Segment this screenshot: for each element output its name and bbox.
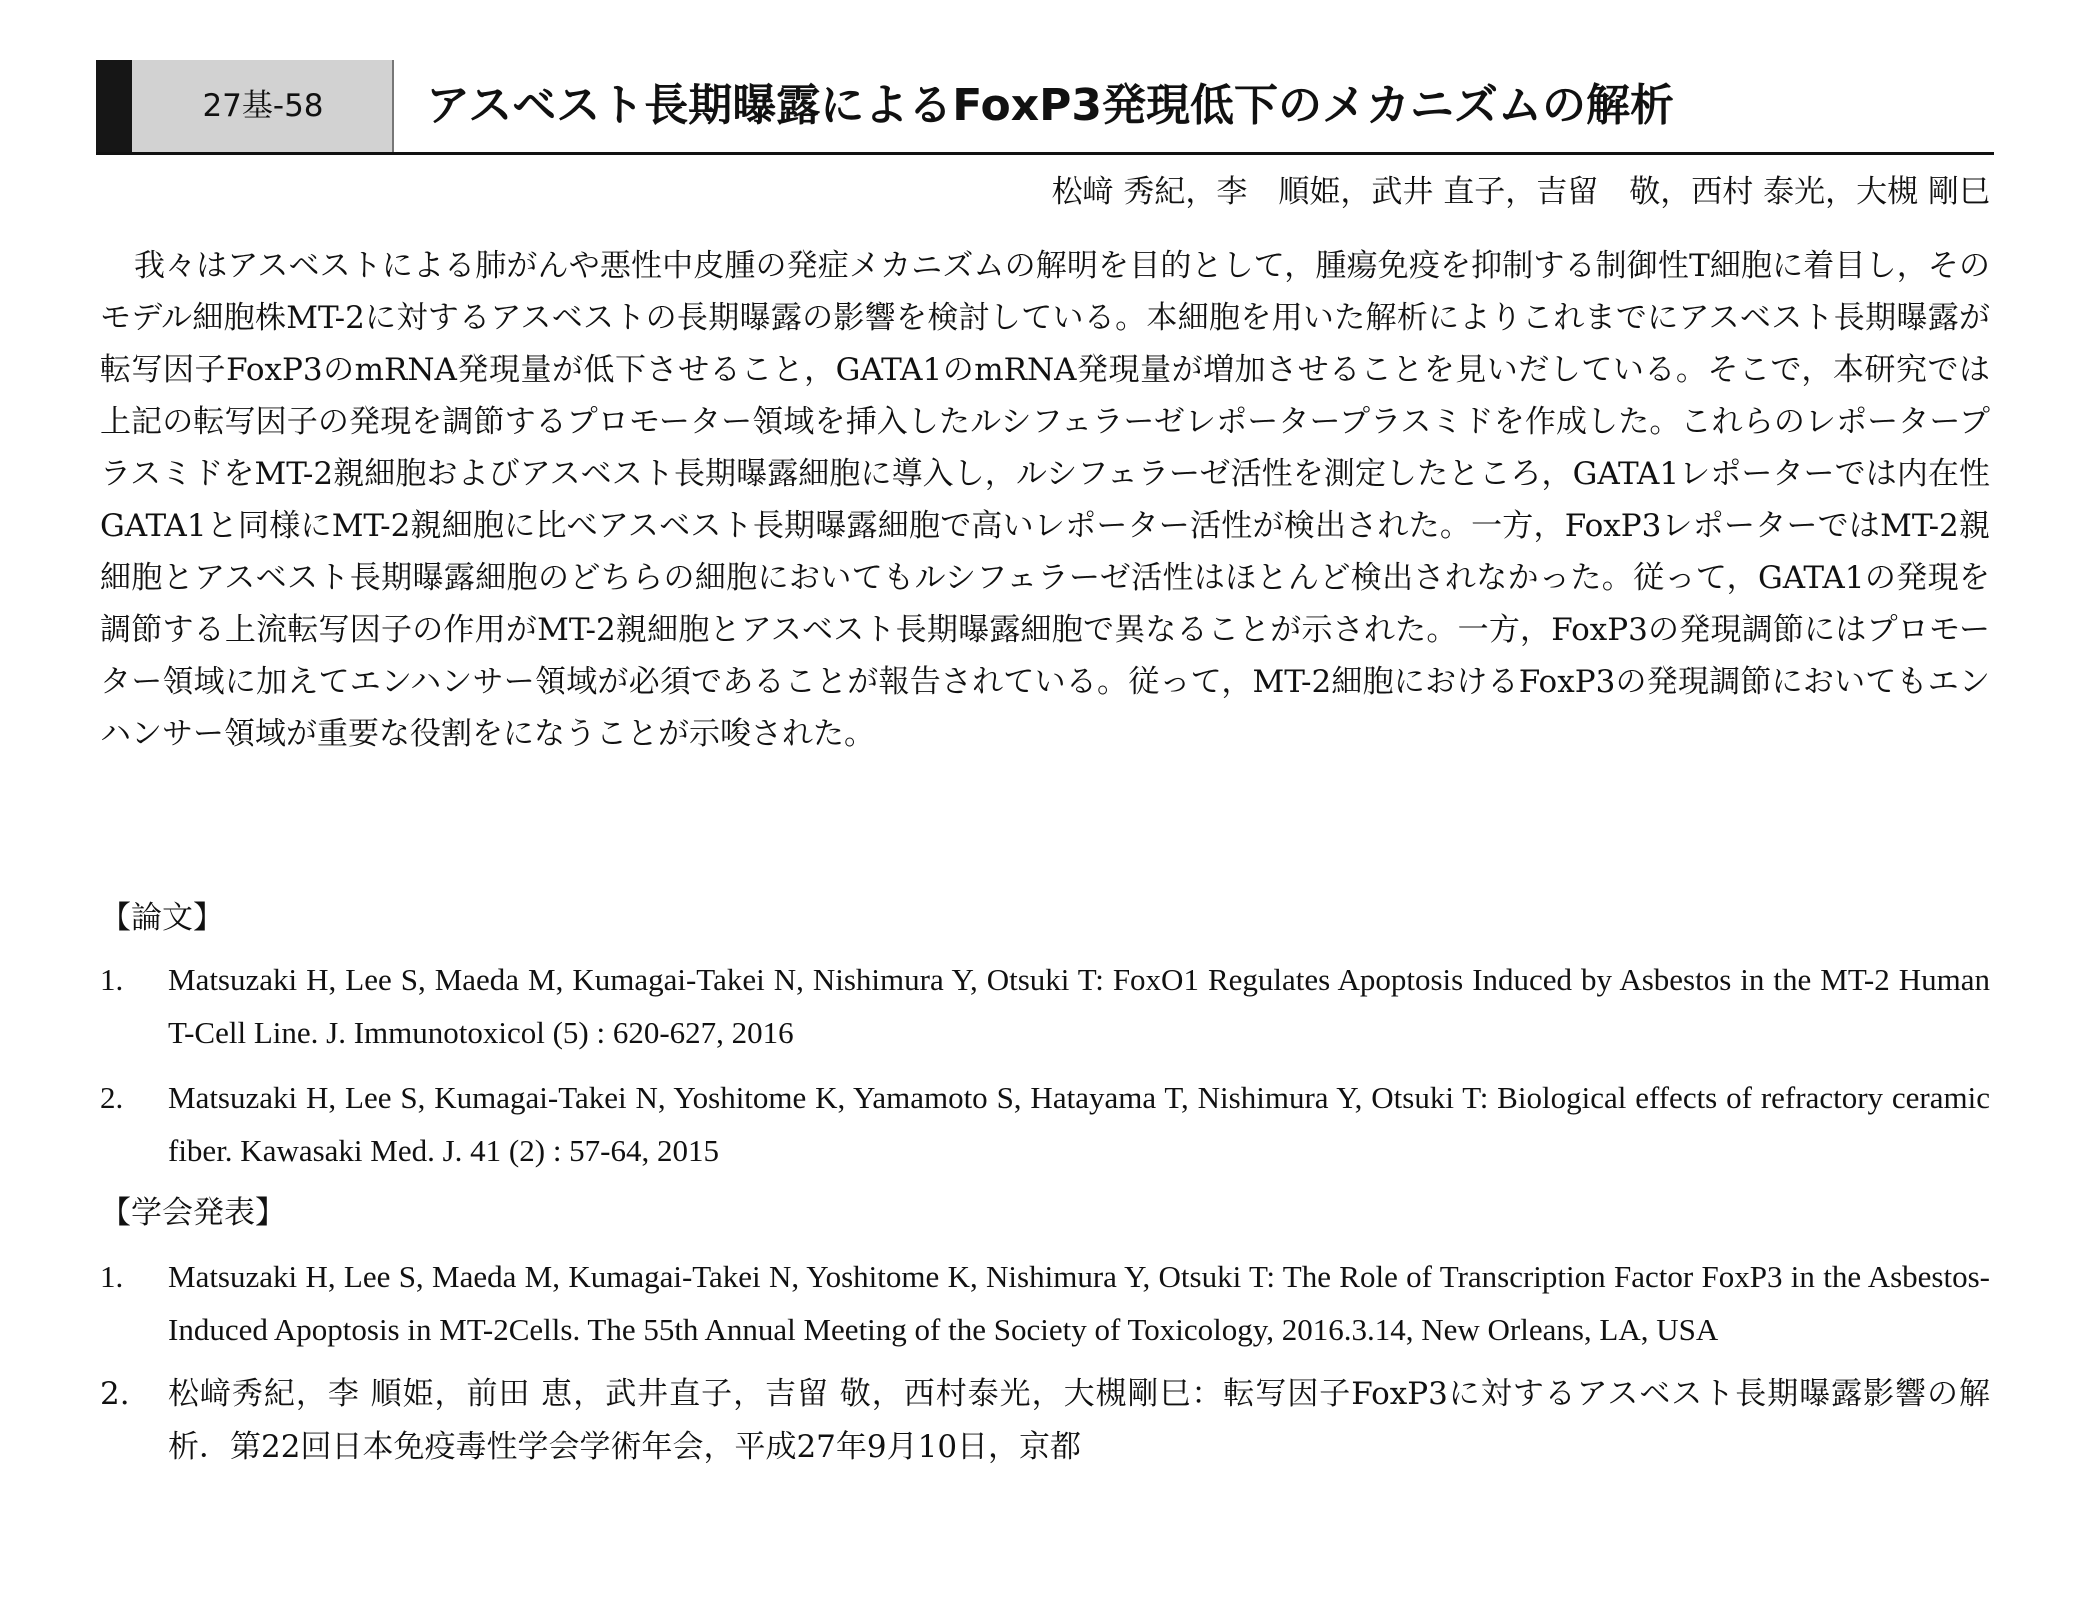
list-item-text: Matsuzaki H, Lee S, Maeda M, Kumagai-Takei N, Yoshitome K, Nishimura Y, Otsuki T: The Role of Transcription Factor FoxP3 in the Asbestos-Induced Apoptosis in MT-2Cells. The 55th Annual Meeting of the Society of Toxicology, 2016.3.14, New Orleans, LA, USA [168,1259,1990,1347]
abstract-body [100,240,1990,760]
section-number-label: 27基-58 [202,88,324,124]
list-item-text: Matsuzaki H, Lee S, Maeda M, Kumagai-Takei N, Nishimura Y, Otsuki T: FoxO1 Regulates Apoptosis Induced by Asbestos in the MT-2 Human T-Cell Line. J. Immunotoxicol (5) : 620-627, 2016 [168,962,1990,1050]
page-title: アスベスト長期曝露によるFoxP3発現低下のメカニズムの解析 [426,80,1674,131]
list-item-number: 2. [100,1080,124,1115]
list-item-number: 1. [100,962,124,997]
list-item [100,1071,1990,1177]
list-item-number: 1. [100,1259,124,1294]
presentations-list [100,1250,1990,1486]
list-item [100,953,1990,1059]
abstract-paragraph: 我々はアスベストによる肺がんや悪性中皮腫の発症メカニズムの解明を目的として，腫瘍免疫を抑制する制御性T細胞に着目し，そのモデル細胞株MT-2に対するアスベストの長期曝露の影響を検討している。本細胞を用いた解析によりこれまでにアスベスト長期曝露が転写因子FoxP3のmRNA発現量が低下させること，GATA1のmRNA発現量が増加させることを見いだしている。そこで，本研究では上記の転写因子の発現を調節するプロモーター領域を挿入したルシフェラーゼレポータープラスミドを作成した。これらのレポータープラスミドをMT-2親細胞およびアスベスト長期曝露細胞に導入し，ルシフェラーゼ活性を測定したところ，GATA1レポーターでは内在性GATA1と同様にMT-2親細胞に比べアスベスト長期曝露細胞で高いレポーター活性が検出された。一方，FoxP3レポーターではMT-2親細胞とアスベスト長期曝露細胞のどちらの細胞においてもルシフェラーゼ活性はほとんど検出されなかった。従って，GATA1の発現を調節する上流転写因子の作用がMT-2親細胞とアスベスト長期曝露細胞で異なることが示された。一方，FoxP3の発現調節にはプロモーター領域に加えてエンハンサー領域が必須であることが報告されている。従って，MT-2細胞におけるFoxP3の発現調節においてもエンハンサー領域が重要な役割をになうことが示唆された。 [100,248,1990,752]
papers-heading: 【論文】 [100,900,224,936]
list-item-text: Matsuzaki H, Lee S, Kumagai-Takei N, Yoshitome K, Yamamoto S, Hatayama T, Nishimura Y, Otsuki T: Biological effects of refractory ceramic fiber. Kawasaki Med. J. 41 (2) : 57-64, 2015 [168,1080,1990,1168]
header-label-box [132,60,394,152]
papers-list [100,953,1990,1189]
list-item [100,1250,1990,1356]
list-item-number: 2. [100,1376,130,1412]
section-header [96,60,1994,155]
presentations-heading: 【学会発表】 [100,1195,286,1231]
author-list: 松﨑 秀紀，李 順姫，武井 直子，吉留 敬，西村 泰光，大槻 剛巳 [1051,174,1990,210]
list-item-text: 松﨑秀紀，李 順姫，前田 恵，武井直子，吉留 敬，西村泰光，大槻剛巳：転写因子FoxP3に対するアスベスト長期曝露影響の解析．第22回日本免疫毒性学会学術年会，平成27年9月10日，京都 [168,1376,1990,1465]
list-item [100,1368,1990,1474]
header-accent-bar [96,60,132,152]
